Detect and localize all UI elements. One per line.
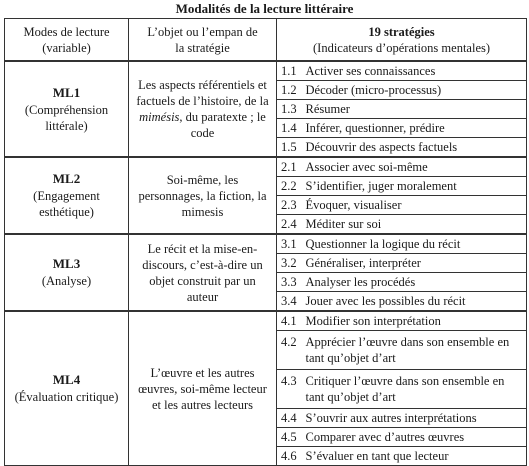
strategy-number: 2.2	[277, 177, 303, 196]
table-row	[5, 234, 527, 254]
strategy-number: 4.2	[277, 331, 303, 370]
table-row	[5, 157, 527, 177]
mode-cell-ml1: ML1 (Compréhension littérale)	[5, 61, 129, 157]
strategy-number: 4.5	[277, 428, 303, 447]
strategy-text: Inférer, questionner, prédire	[303, 119, 527, 138]
strategy-number: 4.1	[277, 311, 303, 331]
strategy-number: 4.6	[277, 447, 303, 466]
strategy-text: Résumer	[303, 100, 527, 119]
strategy-number: 1.3	[277, 100, 303, 119]
strategy-number: 3.2	[277, 254, 303, 273]
strategy-text: Associer avec soi-même	[303, 157, 527, 177]
strategy-number: 2.1	[277, 157, 303, 177]
strategy-number: 4.3	[277, 370, 303, 409]
strategy-text: S’évaluer en tant que lecteur	[303, 447, 527, 466]
strategy-number: 3.4	[277, 292, 303, 312]
object-cell-ml3: Le récit et la mise-en-discours, c’est-à-dire un objet construit par un auteur	[129, 234, 277, 311]
strategy-number: 1.5	[277, 138, 303, 158]
mode-cell-ml2: ML2 (Engagement esthétique)	[5, 157, 129, 234]
strategy-text: Critiquer l’œuvre dans son ensemble en tant qu’objet d’art	[303, 370, 527, 409]
strategy-number: 1.4	[277, 119, 303, 138]
table-row	[5, 61, 527, 81]
strategy-text: Modifier son interprétation	[303, 311, 527, 331]
strategy-text: S’identifier, juger moralement	[303, 177, 527, 196]
mode-cell-ml4: ML4 (Évaluation critique)	[5, 311, 129, 466]
strategy-number: 1.2	[277, 81, 303, 100]
header-strategies: 19 stratégies (Indicateurs d’opérations mentales)	[277, 19, 527, 62]
object-cell-ml1: Les aspects référentiels et factuels de l’histoire, de la mimésis, du paratexte ; le code	[129, 61, 277, 157]
strategy-text: Activer ses connaissances	[303, 61, 527, 81]
strategy-number: 4.4	[277, 409, 303, 428]
table-title: Modalités de la lecture littéraire	[175, 1, 354, 16]
strategy-number: 2.4	[277, 215, 303, 235]
strategy-text: Évoquer, visualiser	[303, 196, 527, 215]
strategy-text: Comparer avec d’autres œuvres	[303, 428, 527, 447]
table-row	[5, 311, 527, 331]
strategies-table	[4, 18, 527, 466]
strategy-number: 3.3	[277, 273, 303, 292]
strategy-text: Analyser les procédés	[303, 273, 527, 292]
strategy-number: 3.1	[277, 234, 303, 254]
strategy-text: S’ouvrir aux autres interprétations	[303, 409, 527, 428]
strategy-text: Décoder (micro-processus)	[303, 81, 527, 100]
strategy-text: Questionner la logique du récit	[303, 234, 527, 254]
strategy-number: 1.1	[277, 61, 303, 81]
strategy-text: Généraliser, interpréter	[303, 254, 527, 273]
object-cell-ml4: L’œuvre et les autres œuvres, soi-même lecteur et les autres lecteurs	[129, 311, 277, 466]
header-modes: Modes de lecture (variable)	[5, 19, 129, 62]
strategy-text: Jouer avec les possibles du récit	[303, 292, 527, 312]
object-cell-ml2: Soi-même, les personnages, la fiction, la mimesis	[129, 157, 277, 234]
header-object: L’objet ou l’empan de la stratégie	[129, 19, 277, 62]
strategy-text: Méditer sur soi	[303, 215, 527, 235]
header-row	[5, 19, 527, 62]
mode-cell-ml3: ML3 (Analyse)	[5, 234, 129, 311]
strategy-text: Apprécier l’œuvre dans son ensemble en tant qu’objet d’art	[303, 331, 527, 370]
strategy-number: 2.3	[277, 196, 303, 215]
strategy-text: Découvrir des aspects factuels	[303, 138, 527, 158]
